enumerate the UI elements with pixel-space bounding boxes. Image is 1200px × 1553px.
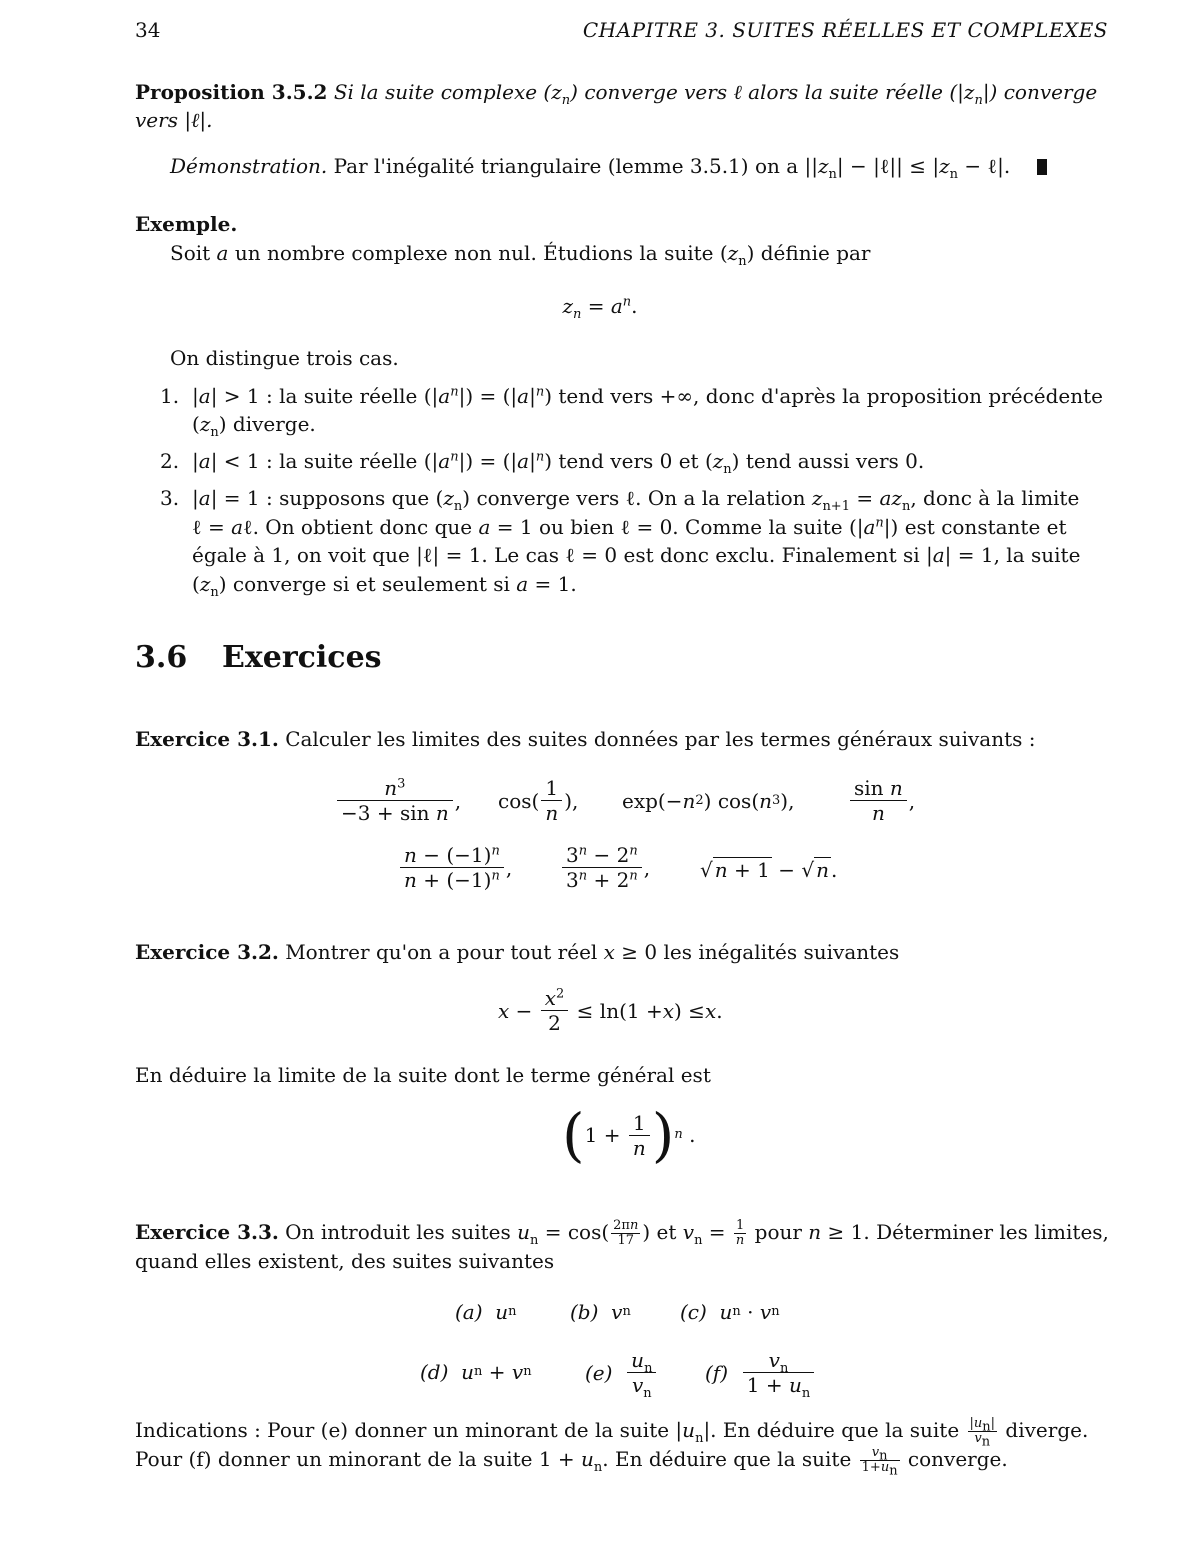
exercise-3-2-deduce: En déduire la limite de la suite dont le terme général est (135, 1063, 711, 1087)
hints-line1: Indications : Pour (e) donner un minorant de la suite $|u_n|$. En déduire que la suite $\frac{|u_n|}{v_n}$ diverge. (135, 1416, 1089, 1450)
item-a: (a) u n (455, 1300, 517, 1324)
formula-sin-n-over-n: $\frac{\text{sin n}}{n}$ , (848, 776, 915, 825)
example-label: Exemple. (135, 212, 238, 236)
item-c: (c) u n · v n (680, 1300, 780, 1324)
item-d-label: (d) (420, 1360, 449, 1384)
hints-line2: Pour (f) donner un minorant de la suite $1 + u_n$. En déduire que la suite $\frac{v_n}{1+u_n}$ converge. (135, 1445, 1008, 1479)
item-e: (e) $\frac{u_n}{v_n}$ (585, 1348, 658, 1397)
item-f-label: (f) (705, 1360, 729, 1385)
item-b-label: (b) (570, 1300, 599, 1324)
exercise-3-2 (135, 938, 1110, 966)
exercise-3-2-text: Montrer qu'on a pour tout réel x ≥ 0 les inégalités suivantes (285, 940, 900, 964)
formula-3n-2n: $\frac{3^n - 2^n}{3^n + 2^n}$ , (560, 843, 650, 892)
case-1-number: 1. (160, 384, 180, 408)
example-intro: Soit a un nombre complexe non nul. Étudions la suite $(z_n)$ définie par (170, 241, 871, 269)
item-a-label: (a) (455, 1300, 483, 1324)
proposition (135, 78, 1110, 106)
item-b: (b) v n (570, 1300, 631, 1324)
demonstration (170, 152, 1110, 180)
demonstration-label: Démonstration. (170, 154, 328, 178)
case-3-line3: égale à 1, on voit que |ℓ| = 1. Le cas ℓ = 0 est donc exclu. Finalement si |a| = 1, la suite (192, 543, 1081, 567)
case-3-line1: |a| = 1 : supposons que $(z_n)$ converge vers ℓ. On a la relation $z_{n+1} = az_n$, donc à la limite (192, 486, 1080, 514)
formula-exp-cos: exp(− n 2 ) cos( n 3 ), (622, 789, 795, 813)
formula-1-plus-1-over-n-power-n: ( 1 + $\frac{1}{n}$ ) n . (562, 1101, 696, 1169)
running-title: CHAPITRE 3. SUITES RÉELLES ET COMPLEXES (582, 18, 1108, 42)
cases-intro: On distingue trois cas. (170, 346, 399, 370)
formula-ln-inequality: x − $\frac{x^2}{2}$ ≤ ln(1 + x ) ≤ x . (498, 986, 723, 1035)
proposition-statement-line1: Si la suite complexe $(z_n)$ converge vers ℓ alors la suite réelle $(|z_n|)$ converge (333, 80, 1098, 108)
exercise-3-1-label: Exercice 3.1. (135, 727, 279, 751)
section-title: Exercices (222, 640, 382, 675)
formula-sqrt-diff: √ n + 1 − √ n . (700, 857, 838, 882)
qed-square-icon (1037, 159, 1047, 175)
formula-n3-over-sin: $\frac{n^3}{\text{−3 + sin n}}$ , (335, 776, 461, 825)
case-3-line4: $(z_n)$ converge si et seulement si a = 1. (192, 572, 577, 600)
case-1-line1: |a| > 1 : la suite réelle $(|a^n|) = (|a|^n)$ tend vers +∞, donc d'après la proposition précédente (192, 384, 1104, 408)
demonstration-text: Par l'inégalité triangulaire (lemme 3.5.1) on a $||z_n|$ − |ℓ|| ≤ $|z_n$ − ℓ|. (333, 154, 1011, 182)
case-2-line1: |a| < 1 : la suite réelle $(|a^n|) = (|a|^n)$ tend vers 0 et $(z_n)$ tend aussi vers 0. (192, 449, 925, 477)
section-number: 3.6 (135, 640, 188, 675)
exercise-3-3-line2: quand elles existent, des suites suivantes (135, 1249, 555, 1273)
formula-alternating: $\frac{n - (-1)^n}{n + (-1)^n}$ , (398, 843, 512, 892)
exercise-3-3-label: Exercice 3.3. (135, 1220, 279, 1244)
item-c-label: (c) (680, 1300, 707, 1324)
proposition-label: Proposition 3.5.2 (135, 80, 328, 104)
case-2-number: 2. (160, 449, 180, 473)
exercise-3-1-text: Calculer les limites des suites données par les termes généraux suivants : (285, 727, 1036, 751)
page-number: 34 (135, 18, 161, 42)
example-formula: $z_n = a^n$. (562, 294, 638, 322)
case-1-line2: $(z_n)$ diverge. (192, 412, 316, 440)
item-f: (f) $\frac{v_n}{1 + u_n}$ (705, 1348, 816, 1397)
item-d: (d) u n + v n (420, 1360, 532, 1384)
formula-cos-1-over-n: cos( $\frac{1}{n}$ ), (498, 776, 579, 825)
case-3-number: 3. (160, 486, 180, 510)
case-3-line2: ℓ = aℓ. On obtient donc que a = 1 ou bien ℓ = 0. Comme la suite $(|a^n|)$ est constante et (192, 515, 1067, 539)
proposition-statement-line2: vers |ℓ|. (135, 108, 213, 132)
item-e-label: (e) (585, 1360, 613, 1385)
exercise-3-3-line1: Exercice 3.3. On introduit les suites $u_n = \cos$( $\frac{2\pi n}{17}$ ) et $v_n$ = $\frac{1}{n}$ pour n ≥ 1. Déterminer les limites, (135, 1218, 1109, 1248)
exercise-3-1 (135, 725, 1110, 753)
exercise-3-2-label: Exercice 3.2. (135, 940, 279, 964)
